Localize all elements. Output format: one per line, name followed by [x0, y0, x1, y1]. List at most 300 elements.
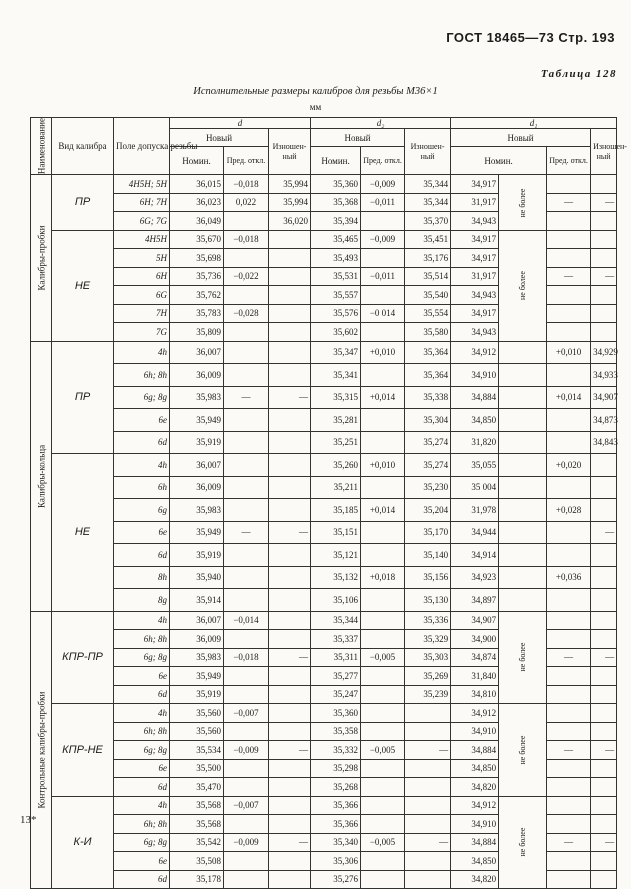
d1-side-note-cell: [499, 499, 547, 522]
d-nom-cell: 36,007: [170, 611, 224, 630]
d-nom-cell: 35,178: [170, 870, 224, 889]
d1-nom-cell: 34,917: [451, 175, 499, 194]
d1-nom-cell: 34,912: [451, 341, 499, 364]
d-dev-cell: [224, 630, 269, 649]
d2-worn-cell: 35,329: [405, 630, 451, 649]
d-worn-cell: —: [269, 648, 311, 667]
group-label-rings: Калибры-кольца: [31, 341, 52, 611]
d-dev-cell: [224, 870, 269, 889]
d2-dev-cell: [361, 521, 405, 544]
d2-worn-cell: 35,304: [405, 409, 451, 432]
tolerance-cell: 8g: [114, 589, 170, 612]
d2-nom-cell: 35,260: [311, 454, 361, 477]
d2-worn-cell: 35,580: [405, 323, 451, 342]
d-worn-cell: [269, 454, 311, 477]
d2-nom-cell: 35,151: [311, 521, 361, 544]
d2-nom-cell: 35,251: [311, 431, 361, 454]
d-worn-cell: [269, 796, 311, 815]
d2-nom-cell: 35,106: [311, 589, 361, 612]
table-row: [31, 704, 617, 723]
d1-nom-cell: 34,884: [451, 833, 499, 852]
d1-nom-cell: 34,917: [451, 304, 499, 323]
d-worn-cell: [269, 722, 311, 741]
table-row: [31, 566, 617, 589]
tolerance-cell: 6h; 8h: [114, 364, 170, 387]
d-worn-cell: [269, 304, 311, 323]
col-kind-header: Вид калибра: [52, 118, 114, 175]
d1-worn-cell: 34,843: [591, 431, 617, 454]
d2-nom-cell: 35,360: [311, 704, 361, 723]
table-label: Таблица 128: [540, 68, 617, 80]
d2-worn-cell: [405, 704, 451, 723]
d1-side-note-cell: [499, 409, 547, 432]
d1-dev-cell: [547, 630, 591, 649]
d-dev-cell: −0,009: [224, 833, 269, 852]
tolerance-cell: 6d: [114, 431, 170, 454]
d-worn-cell: [269, 589, 311, 612]
d1-nom-cell: 34,820: [451, 778, 499, 797]
tolerance-cell: 8h: [114, 566, 170, 589]
d2-worn-cell: 35,269: [405, 667, 451, 686]
d2-nom-cell: 35,531: [311, 267, 361, 286]
d-dev-cell: −0,014: [224, 611, 269, 630]
tolerance-cell: 7G: [114, 323, 170, 342]
d-dev-cell: −0,009: [224, 741, 269, 760]
d2-nom-cell: 35,576: [311, 304, 361, 323]
d-worn-cell: [269, 566, 311, 589]
tolerance-cell: 4h: [114, 454, 170, 477]
calibre-dimensions-table: [30, 117, 627, 889]
d1-nom-cell: 35,055: [451, 454, 499, 477]
d-dev-cell: [224, 409, 269, 432]
d1-worn-cell: [591, 796, 617, 815]
d2-nom-cell: 35,277: [311, 667, 361, 686]
table-row: [31, 544, 617, 567]
d1-dev-cell: [547, 759, 591, 778]
d1-dev-cell: [547, 476, 591, 499]
d1-side-note-cell: не более: [499, 175, 547, 231]
d1-side-note-cell: [499, 454, 547, 477]
table-row: [31, 230, 617, 249]
d2-nom-cell: 35,341: [311, 364, 361, 387]
d-dev-cell: [224, 249, 269, 268]
d-worn-cell: [269, 230, 311, 249]
d-dev-cell: 0,022: [224, 193, 269, 212]
d-nom-cell: 36,009: [170, 630, 224, 649]
d1-nom-cell: 34,944: [451, 521, 499, 544]
d-dev-cell: [224, 212, 269, 231]
tolerance-cell: 6H; 7H: [114, 193, 170, 212]
tolerance-cell: 7H: [114, 304, 170, 323]
d-nom-cell: 35,914: [170, 589, 224, 612]
d-dev-cell: [224, 589, 269, 612]
d-dev-cell: —: [224, 521, 269, 544]
d2-nom-cell: 35,602: [311, 323, 361, 342]
d-nom-cell: 35,919: [170, 431, 224, 454]
d-new-header: Новый: [170, 129, 269, 147]
d1-worn-cell: [591, 323, 617, 342]
d2-worn-cell: 35,170: [405, 521, 451, 544]
d1-worn-cell: [591, 454, 617, 477]
d-dev-cell: −0,028: [224, 304, 269, 323]
d1-dev-cell: [547, 249, 591, 268]
d1-nom-cell: 34,912: [451, 796, 499, 815]
d1-dev-cell: [547, 304, 591, 323]
d2-dev-cell: [361, 286, 405, 305]
d-nom-cell: 35,698: [170, 249, 224, 268]
d-dev-cell: [224, 323, 269, 342]
d1-side-note-cell: [499, 566, 547, 589]
d1-nom-cell: 34,884: [451, 741, 499, 760]
table-row: [31, 431, 617, 454]
group-label-plugs: Калибры-пробки: [31, 175, 52, 342]
page-number: 13*: [20, 814, 37, 826]
d-dev-cell: [224, 476, 269, 499]
d-dev-cell: [224, 815, 269, 834]
d2-dev-cell: −0,005: [361, 833, 405, 852]
group-label-control: Контрольные калибры-пробки: [31, 611, 52, 889]
d1-new-header: Новый: [451, 129, 591, 147]
d1-worn-cell: [591, 249, 617, 268]
d1-dev-cell: [547, 796, 591, 815]
table-row: [31, 386, 617, 409]
d-dev-cell: −0,007: [224, 796, 269, 815]
d1-dev-cell: [547, 175, 591, 194]
d1-dev-header: Пред. откл.: [547, 147, 591, 175]
d1-nom-header: Номин.: [451, 147, 547, 175]
d2-nom-cell: 35,368: [311, 193, 361, 212]
d-nom-cell: 35,568: [170, 815, 224, 834]
table-row: [31, 409, 617, 432]
d2-dev-header: Пред. откл.: [361, 147, 405, 175]
d-worn-cell: [269, 778, 311, 797]
tolerance-cell: 6g; 8g: [114, 648, 170, 667]
d-dev-cell: [224, 544, 269, 567]
d2-nom-cell: 35,121: [311, 544, 361, 567]
d1-nom-cell: 34,910: [451, 364, 499, 387]
d-nom-cell: 35,470: [170, 778, 224, 797]
d1-worn-cell: 34,933: [591, 364, 617, 387]
d1-dev-cell: [547, 722, 591, 741]
d-nom-cell: 35,940: [170, 566, 224, 589]
kind-cell: К-И: [52, 796, 114, 889]
d1-worn-cell: [591, 630, 617, 649]
d1-worn-cell: 34,873: [591, 409, 617, 432]
d1-side-note-cell: [499, 544, 547, 567]
d-dev-cell: [224, 286, 269, 305]
d-nom-cell: 35,809: [170, 323, 224, 342]
d-dev-cell: [224, 364, 269, 387]
d1-side-note-cell: [499, 364, 547, 387]
d1-dev-cell: [547, 286, 591, 305]
d-worn-cell: [269, 667, 311, 686]
kind-cell: КПР-НЕ: [52, 704, 114, 797]
d-dev-cell: [224, 722, 269, 741]
d2-dev-cell: [361, 722, 405, 741]
table-row: [31, 499, 617, 522]
d-nom-cell: 35,949: [170, 667, 224, 686]
d-dev-cell: [224, 454, 269, 477]
d1-nom-cell: 34,917: [451, 230, 499, 249]
d2-dev-cell: [361, 778, 405, 797]
d-worn-cell: [269, 267, 311, 286]
table-row: [31, 175, 617, 194]
d1-dev-cell: +0,028: [547, 499, 591, 522]
d2-dev-cell: [361, 852, 405, 871]
d1-side-note-cell: не более: [499, 796, 547, 889]
d1-worn-cell: [591, 870, 617, 889]
tolerance-cell: 6d: [114, 685, 170, 704]
d1-worn-cell: [591, 611, 617, 630]
d-nom-cell: 35,500: [170, 759, 224, 778]
d-worn-cell: [269, 852, 311, 871]
d2-worn-cell: 35,554: [405, 304, 451, 323]
d1-nom-cell: 34,897: [451, 589, 499, 612]
d-nom-cell: 36,009: [170, 364, 224, 387]
d-dev-cell: [224, 685, 269, 704]
d1-nom-cell: 34,943: [451, 323, 499, 342]
d-worn-cell: [269, 870, 311, 889]
d-worn-cell: [269, 431, 311, 454]
d1-worn-cell: [591, 759, 617, 778]
d-worn-cell: —: [269, 386, 311, 409]
d-worn-cell: [269, 499, 311, 522]
d-nom-cell: 35,983: [170, 386, 224, 409]
d2-dev-cell: [361, 630, 405, 649]
d2-dev-cell: +0,010: [361, 454, 405, 477]
d1-dev-cell: [547, 704, 591, 723]
d1-dev-cell: +0,014: [547, 386, 591, 409]
d1-dev-cell: —: [547, 648, 591, 667]
d-worn-cell: [269, 815, 311, 834]
d1-nom-cell: 31,978: [451, 499, 499, 522]
tolerance-cell: 4h: [114, 704, 170, 723]
d1-nom-cell: 34,943: [451, 286, 499, 305]
table-row: [31, 611, 617, 630]
d1-side-note-cell: [499, 386, 547, 409]
tolerance-cell: 4H5H: [114, 230, 170, 249]
d-worn-cell: [269, 341, 311, 364]
d1-dev-cell: [547, 431, 591, 454]
d1-worn-cell: [591, 304, 617, 323]
d1-nom-cell: 31,917: [451, 267, 499, 286]
d1-side-note-cell: [499, 476, 547, 499]
d2-nom-cell: 35,268: [311, 778, 361, 797]
d-worn-cell: 36,020: [269, 212, 311, 231]
d2-worn-cell: [405, 852, 451, 871]
table-row: [31, 796, 617, 815]
d1-worn-cell: [591, 175, 617, 194]
d1-side-note-cell: [499, 431, 547, 454]
d-worn-cell: —: [269, 521, 311, 544]
tolerance-cell: 6h; 8h: [114, 630, 170, 649]
d2-worn-cell: 35,451: [405, 230, 451, 249]
d-worn-cell: [269, 286, 311, 305]
d-nom-cell: 35,534: [170, 741, 224, 760]
d2-worn-cell: 35,239: [405, 685, 451, 704]
d1-nom-cell: 34,907: [451, 611, 499, 630]
d2-dev-cell: [361, 667, 405, 686]
d2-nom-cell: 35,247: [311, 685, 361, 704]
table-row: [31, 364, 617, 387]
d2-nom-cell: 35,360: [311, 175, 361, 194]
d1-dev-cell: [547, 685, 591, 704]
d-worn-cell: [269, 685, 311, 704]
d-nom-cell: 35,949: [170, 409, 224, 432]
d2-dev-cell: −0,005: [361, 648, 405, 667]
d1-nom-cell: 34,820: [451, 870, 499, 889]
d2-dev-cell: [361, 212, 405, 231]
d2-worn-header: Изношен-ный: [405, 129, 451, 175]
d1-dev-cell: [547, 364, 591, 387]
d2-dev-cell: −0,011: [361, 193, 405, 212]
d1-worn-cell: —: [591, 741, 617, 760]
d1-worn-cell: [591, 815, 617, 834]
d2-nom-cell: 35,465: [311, 230, 361, 249]
d2-dev-cell: −0,005: [361, 741, 405, 760]
d-nom-cell: 35,542: [170, 833, 224, 852]
d2-nom-cell: 35,298: [311, 759, 361, 778]
d1-side-note-cell: не более: [499, 230, 547, 341]
kind-cell: КПР-ПР: [52, 611, 114, 704]
tolerance-cell: 6e: [114, 759, 170, 778]
d2-nom-cell: 35,557: [311, 286, 361, 305]
d-nom-cell: 35,783: [170, 304, 224, 323]
d2-worn-cell: 35,303: [405, 648, 451, 667]
d1-worn-cell: —: [591, 521, 617, 544]
d1-worn-cell: [591, 286, 617, 305]
d2-worn-cell: 35,130: [405, 589, 451, 612]
d-dev-cell: −0,018: [224, 648, 269, 667]
d-worn-cell: [269, 704, 311, 723]
d1-nom-cell: 34,917: [451, 249, 499, 268]
d2-dev-cell: [361, 685, 405, 704]
d-dev-cell: −0,022: [224, 267, 269, 286]
d1-worn-cell: [591, 704, 617, 723]
d1-worn-cell: [591, 852, 617, 871]
tolerance-cell: 6d: [114, 544, 170, 567]
d-nom-cell: 35,508: [170, 852, 224, 871]
d-dev-cell: −0,018: [224, 230, 269, 249]
d1-worn-cell: 34,929: [591, 341, 617, 364]
d1-worn-cell: [591, 589, 617, 612]
d-worn-cell: [269, 759, 311, 778]
d1-nom-cell: 35 004: [451, 476, 499, 499]
tolerance-cell: 6e: [114, 667, 170, 686]
d2-nom-cell: 35,276: [311, 870, 361, 889]
d2-dev-cell: +0,014: [361, 386, 405, 409]
d1-worn-cell: [591, 685, 617, 704]
d1-dev-cell: —: [547, 193, 591, 212]
d2-worn-cell: 35,336: [405, 611, 451, 630]
d2-nom-cell: 35,132: [311, 566, 361, 589]
d1-nom-cell: 34,874: [451, 648, 499, 667]
d1-nom-cell: 31,840: [451, 667, 499, 686]
d2-nom-cell: 35,185: [311, 499, 361, 522]
d1-worn-cell: 34,907: [591, 386, 617, 409]
d2-worn-cell: [405, 778, 451, 797]
d1-dev-cell: [547, 667, 591, 686]
col-d2-header: d₂: [311, 118, 451, 129]
kind-cell: ПР: [52, 341, 114, 454]
d1-nom-cell: 34,910: [451, 722, 499, 741]
tolerance-cell: 6G: [114, 286, 170, 305]
kind-cell: ПР: [52, 175, 114, 231]
table-row: [31, 521, 617, 544]
d1-dev-cell: [547, 230, 591, 249]
tolerance-cell: 6d: [114, 870, 170, 889]
tolerance-cell: 6g; 8g: [114, 741, 170, 760]
d1-dev-cell: [547, 409, 591, 432]
d-dev-cell: [224, 667, 269, 686]
tolerance-cell: 6g; 8g: [114, 833, 170, 852]
d2-dev-cell: +0,014: [361, 499, 405, 522]
tolerance-cell: 6g; 8g: [114, 386, 170, 409]
d-nom-cell: 36,049: [170, 212, 224, 231]
d2-dev-cell: [361, 409, 405, 432]
d1-nom-cell: 31,820: [451, 431, 499, 454]
d-worn-cell: [269, 323, 311, 342]
d2-nom-cell: 35,344: [311, 611, 361, 630]
d2-nom-cell: 35,281: [311, 409, 361, 432]
tolerance-cell: 4h: [114, 341, 170, 364]
d1-nom-cell: 34,884: [451, 386, 499, 409]
d1-dev-cell: [547, 212, 591, 231]
d-nom-cell: 35,949: [170, 521, 224, 544]
d2-dev-cell: [361, 759, 405, 778]
kind-cell: НЕ: [52, 454, 114, 612]
d1-nom-cell: 34,923: [451, 566, 499, 589]
d2-worn-cell: [405, 759, 451, 778]
d1-dev-cell: +0,010: [547, 341, 591, 364]
d2-worn-cell: [405, 870, 451, 889]
d1-dev-cell: [547, 778, 591, 797]
d1-nom-cell: 34,850: [451, 759, 499, 778]
d2-nom-cell: 35,306: [311, 852, 361, 871]
d-worn-cell: [269, 544, 311, 567]
d2-worn-cell: 35,364: [405, 364, 451, 387]
d-nom-cell: 35,568: [170, 796, 224, 815]
d2-dev-cell: [361, 476, 405, 499]
d1-dev-cell: +0,020: [547, 454, 591, 477]
d2-dev-cell: [361, 323, 405, 342]
d1-worn-cell: [591, 778, 617, 797]
tolerance-cell: 6d: [114, 778, 170, 797]
col-d1-header: d₁: [451, 118, 617, 129]
d2-dev-cell: [361, 796, 405, 815]
d-dev-cell: [224, 778, 269, 797]
d1-nom-cell: 31,917: [451, 193, 499, 212]
d1-dev-cell: +0,036: [547, 566, 591, 589]
d2-worn-cell: —: [405, 741, 451, 760]
d-nom-cell: 35,560: [170, 704, 224, 723]
d1-dev-cell: —: [547, 267, 591, 286]
d1-nom-cell: 34,900: [451, 630, 499, 649]
d2-nom-header: Номин.: [311, 147, 361, 175]
d1-worn-cell: —: [591, 833, 617, 852]
d2-worn-cell: 35,514: [405, 267, 451, 286]
tolerance-cell: 4h: [114, 611, 170, 630]
d-dev-header: Пред. откл.: [224, 147, 269, 175]
d2-worn-cell: 35,176: [405, 249, 451, 268]
d-nom-cell: 36,023: [170, 193, 224, 212]
d-worn-cell: 35,994: [269, 175, 311, 194]
d1-worn-cell: [591, 722, 617, 741]
standard-header: ГОСТ 18465—73 Стр. 193: [446, 30, 615, 45]
tolerance-cell: 6H: [114, 267, 170, 286]
d2-nom-cell: 35,332: [311, 741, 361, 760]
d1-dev-cell: [547, 870, 591, 889]
